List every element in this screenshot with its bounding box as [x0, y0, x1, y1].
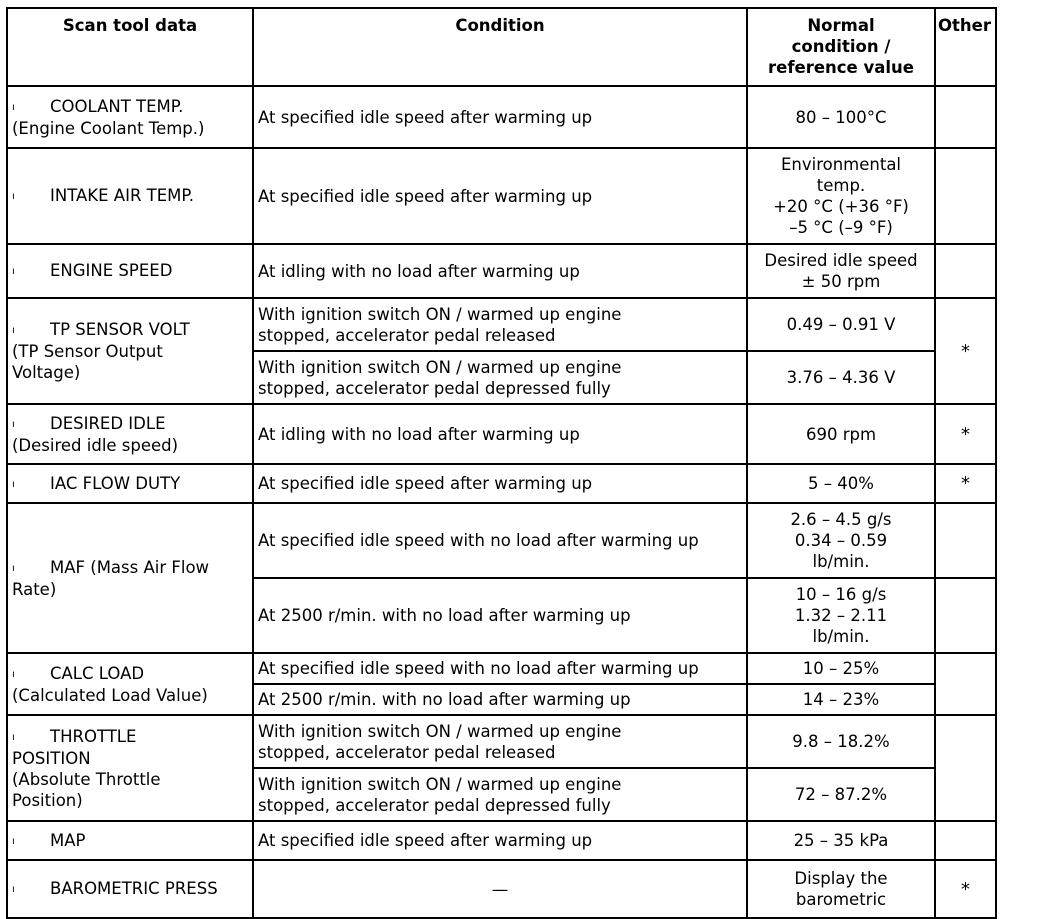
iac-name: IAC FLOW DUTY [50, 473, 181, 493]
scan-tool-data-table [6, 7, 997, 919]
maf-other-2 [935, 578, 996, 653]
tp-sensor-value-1: 0.49 – 0.91 V [747, 298, 935, 351]
iac-value: 5 – 40% [747, 464, 935, 503]
row-throttle-data [7, 715, 253, 821]
throttle-condition-1-line2: stopped, accelerator pedal released [258, 742, 556, 762]
calc-load-name: CALC LOAD [50, 663, 145, 683]
tp-sensor-condition-1 [253, 298, 747, 351]
coolant-sub: (Engine Coolant Temp.) [12, 118, 205, 138]
tp-sensor-condition-2 [253, 351, 747, 404]
map-other [935, 821, 996, 860]
intake-value-line1: Environmental [780, 155, 902, 174]
tp-sensor-condition-2-line1: With ignition switch ON / warmed up engine [258, 357, 622, 377]
throttle-other [935, 715, 996, 821]
bullet-mark: ı [12, 884, 15, 895]
tp-sensor-condition-2-line2: stopped, accelerator pedal depressed fully [258, 378, 611, 398]
throttle-condition-1 [253, 715, 747, 768]
tp-sensor-condition-1-line2: stopped, accelerator pedal released [258, 325, 556, 345]
table-row [7, 464, 996, 503]
barometric-name: BAROMETRIC PRESS [50, 879, 218, 898]
calc-load-other [935, 653, 996, 715]
throttle-sub1: POSITION [12, 748, 91, 768]
engine-speed-name: ENGINE SPEED [50, 261, 173, 280]
header-normal-line1: Normal [807, 16, 875, 35]
table-row [7, 404, 996, 464]
tp-sensor-sub2: Voltage) [12, 363, 81, 382]
tp-sensor-other: * [935, 298, 996, 404]
table-row [7, 148, 996, 244]
table-row [7, 86, 996, 148]
iac-condition: At specified idle speed after warming up [253, 464, 747, 503]
bullet-mark: ı [12, 418, 15, 430]
iac-other: * [935, 464, 996, 503]
maf-value-1 [747, 503, 935, 578]
engine-speed-value-line2: ± 50 rpm [801, 272, 881, 291]
bullet-mark: ı [12, 266, 15, 277]
calc-load-value-1: 10 – 25% [747, 653, 935, 684]
engine-speed-other [935, 244, 996, 298]
map-name: MAP [50, 830, 86, 850]
row-engine-speed-data [7, 244, 253, 298]
desired-idle-name: DESIRED IDLE [50, 413, 166, 433]
header-other: Other [935, 8, 996, 86]
table-row [7, 503, 996, 578]
maf-condition-2: At 2500 r/min. with no load after warming up [253, 578, 747, 653]
barometric-value-line2: barometric [795, 890, 887, 909]
row-coolant-data [7, 86, 253, 148]
row-desired-idle-data [7, 404, 253, 464]
throttle-name: THROTTLE [50, 726, 137, 746]
table-row [7, 298, 996, 351]
header-normal-condition [747, 8, 935, 86]
calc-load-value-2: 14 – 23% [747, 684, 935, 715]
intake-condition: At specified idle speed after warming up [253, 148, 747, 244]
maf-condition-1: At specified idle speed with no load after warming up [253, 503, 747, 578]
throttle-sub3: Position) [12, 790, 83, 810]
maf-value-1-line2: 0.34 – 0.59 [794, 531, 888, 550]
maf-name: MAF (Mass Air Flow [50, 557, 210, 577]
header-condition: Condition [253, 8, 747, 86]
maf-other-1 [935, 503, 996, 578]
tp-sensor-value-2: 3.76 – 4.36 V [747, 351, 935, 404]
calc-load-condition-2: At 2500 r/min. with no load after warming up [253, 684, 747, 715]
table-row [7, 860, 996, 918]
barometric-value-line1: Display the [794, 869, 888, 888]
throttle-condition-2 [253, 768, 747, 821]
intake-other [935, 148, 996, 244]
coolant-condition: At specified idle speed after warming up [253, 86, 747, 148]
row-intake-data [7, 148, 253, 244]
intake-value [747, 148, 935, 244]
bullet-mark: ı [12, 191, 15, 202]
table-header-row [7, 8, 996, 86]
throttle-value-2: 72 – 87.2% [747, 768, 935, 821]
row-barometric-data [7, 860, 253, 918]
table-row [7, 244, 996, 298]
bullet-mark: ı [12, 731, 15, 743]
table-row [7, 653, 996, 684]
map-value: 25 – 35 kPa [747, 821, 935, 860]
throttle-condition-1-line1: With ignition switch ON / warmed up engine [258, 721, 622, 741]
barometric-other: * [935, 860, 996, 918]
maf-value-2-line3: lb/min. [812, 627, 870, 646]
bullet-mark: ı [12, 325, 15, 336]
throttle-condition-2-line2: stopped, accelerator pedal depressed fully [258, 795, 611, 815]
bullet-mark: ı [12, 668, 15, 680]
bullet-mark: ı [12, 478, 15, 490]
desired-idle-value: 690 rpm [747, 404, 935, 464]
tp-sensor-condition-1-line1: With ignition switch ON / warmed up engine [258, 304, 622, 324]
row-iac-data [7, 464, 253, 503]
intake-name: INTAKE AIR TEMP. [50, 186, 195, 205]
calc-load-condition-1: At specified idle speed with no load after warming up [253, 653, 747, 684]
engine-speed-condition: At idling with no load after warming up [253, 244, 747, 298]
header-normal-line2: condition / [791, 37, 891, 56]
intake-value-line4: –5 °C (–9 °F) [789, 218, 893, 237]
maf-value-1-line1: 2.6 – 4.5 g/s [790, 510, 892, 529]
coolant-value: 80 – 100°C [747, 86, 935, 148]
barometric-condition: — [253, 860, 747, 918]
tp-sensor-sub1: (TP Sensor Output [12, 342, 163, 361]
desired-idle-other: * [935, 404, 996, 464]
bullet-mark: ı [12, 101, 15, 113]
throttle-sub2: (Absolute Throttle [12, 769, 161, 789]
barometric-value [747, 860, 935, 918]
maf-value-2-line1: 10 – 16 g/s [795, 585, 887, 604]
map-condition: At specified idle speed after warming up [253, 821, 747, 860]
header-scan-tool-data: Scan tool data [7, 8, 253, 86]
row-map-data [7, 821, 253, 860]
calc-load-sub: (Calculated Load Value) [12, 685, 208, 705]
desired-idle-condition: At idling with no load after warming up [253, 404, 747, 464]
maf-sub: Rate) [12, 579, 57, 599]
desired-idle-sub: (Desired idle speed) [12, 435, 179, 455]
coolant-name: COOLANT TEMP. [50, 96, 184, 116]
row-calc-load-data [7, 653, 253, 715]
tp-sensor-name: TP SENSOR VOLT [50, 320, 190, 339]
bullet-mark: ı [12, 562, 15, 574]
intake-value-line2: temp. [816, 176, 866, 195]
maf-value-1-line3: lb/min. [812, 552, 870, 571]
header-normal-line3: reference value [768, 58, 914, 77]
engine-speed-value-line1: Desired idle speed [764, 251, 918, 270]
row-maf-data [7, 503, 253, 653]
maf-value-2-line2: 1.32 – 2.11 [794, 606, 888, 625]
engine-speed-value [747, 244, 935, 298]
table-row [7, 821, 996, 860]
maf-value-2 [747, 578, 935, 653]
throttle-condition-2-line1: With ignition switch ON / warmed up engine [258, 774, 622, 794]
table-row [7, 715, 996, 768]
throttle-value-1: 9.8 – 18.2% [747, 715, 935, 768]
row-tp-sensor-data [7, 298, 253, 404]
intake-value-line3: +20 °C (+36 °F) [773, 197, 909, 216]
coolant-other [935, 86, 996, 148]
bullet-mark: ı [12, 835, 15, 847]
